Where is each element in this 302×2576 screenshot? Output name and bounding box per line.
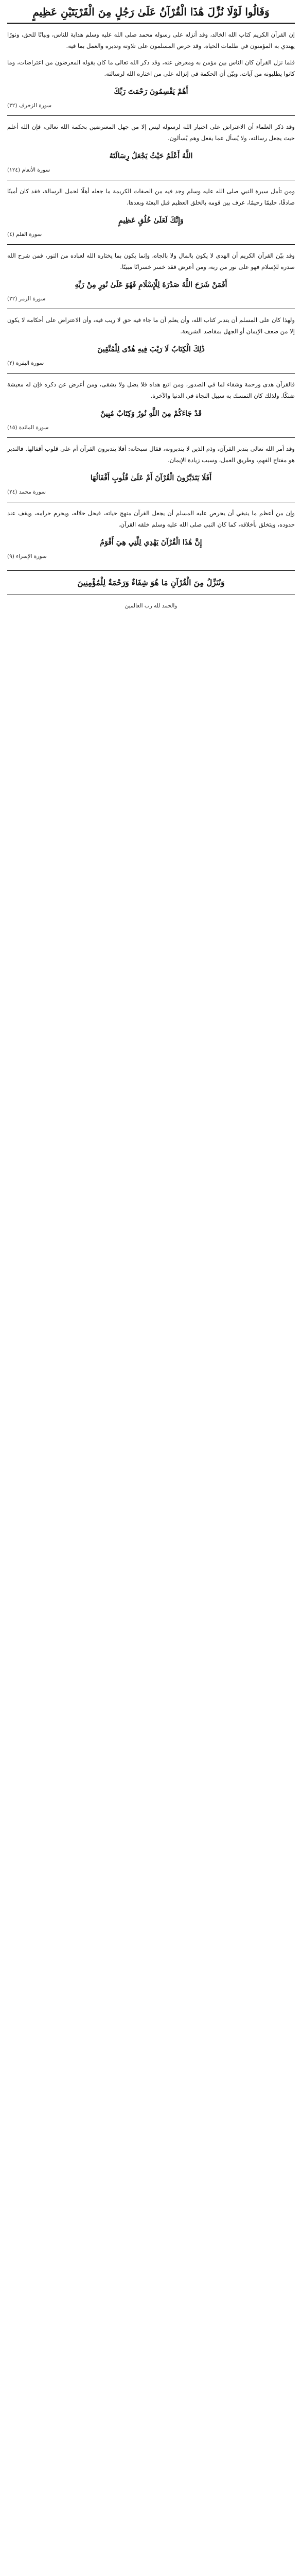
verse-source: سورة البقرة (٢) (7, 360, 44, 366)
quran-verse: وَإِنَّكَ لَعَلَىٰ خُلُقٍ عَظِيمٍ (118, 216, 184, 225)
text-block-6 (7, 379, 295, 432)
intro-paragraph: إن القرآن الكريم كتاب الله الخالد، وقد أنزله على رسوله محمد صلى الله عليه وسلم هداية للناس، وبيانًا للحق، ونورًا يهتدي به المؤمنون في ظلمات الحياة. وقد حرص المسلمون على تلاوته وتدبره والعمل بما فيه. (7, 31, 295, 49)
verse-source: سورة الزخرف (٣٢) (7, 103, 52, 109)
block-paragraph: فالقرآن هدى ورحمة وشفاء لما في الصدور، ومن اتبع هداه فلا يضل ولا يشقى، ومن أعرض عن ذكره فإن له معيشة ضنكًا. ولذلك كان التمسك به سبيل النجاة في الدنيا والآخرة. (7, 381, 295, 399)
text-block-8 (7, 507, 295, 561)
text-block-4 (7, 250, 295, 303)
block-paragraph: ومن تأمل سيرة النبي صلى الله عليه وسلم وجد فيه من الصفات الكريمة ما جعله أهلًا لحمل الرسالة، فقد كان أمينًا صادقًا، حليمًا رحيمًا، عرف بين قومه بالخلق العظيم قبل البعثة وبعدها. (7, 188, 295, 206)
footer-note: والحمد لله رب العالمين (125, 603, 177, 609)
text-block-5 (7, 314, 295, 368)
quran-verse: أَفَلَا يَتَدَبَّرُونَ الْقُرْآنَ أَمْ عَلَىٰ قُلُوبٍ أَقْفَالُهَا (90, 474, 212, 482)
block-paragraph: وإن من أعظم ما ينبغي أن يحرص عليه المسلم أن يجعل القرآن منهج حياته، فيحل حلاله، ويحرم حرامه، ويقف عند حدوده، ويتخلق بأخلاقه، كما كان النبي صلى الله عليه وسلم خلقه القرآن. (7, 510, 295, 528)
divider (7, 244, 295, 245)
verse-source: سورة الإسراء (٩) (7, 553, 47, 560)
text-block-2 (7, 121, 295, 175)
verse-source: سورة محمد (٢٤) (7, 489, 46, 495)
verse-source: سورة الزمر (٢٢) (7, 296, 46, 302)
quran-verse: اللَّهُ أَعْلَمُ حَيْثُ يَجْعَلُ رِسَالَتَهُ (109, 152, 193, 160)
closing-verse: وَنُنَزِّلُ مِنَ الْقُرْآنِ مَا هُوَ شِفَاءٌ وَرَحْمَةٌ لِلْمُؤْمِنِينَ (7, 570, 295, 595)
block-paragraph: وقد بيّن القرآن الكريم أن الهدى لا يكون بالمال ولا بالجاه، وإنما يكون بما يختاره الله لعباده من النور، فمن شرح الله صدره للإسلام فهو على نور من ربه، ومن أعرض فقد خسر خسرانًا مبينًا. (7, 252, 295, 270)
block-paragraph: ولهذا كان على المسلم أن يتدبر كتاب الله، وأن يعلم أن ما جاء فيه حق لا ريب فيه، وأن الاعتراض على أحكامه لا يكون إلا من ضعف الإيمان أو الجهل بمقاصد الشريعة. (7, 316, 295, 335)
text-block-1 (7, 57, 295, 110)
divider (7, 115, 295, 116)
verse-source: سورة القلم (٤) (7, 231, 42, 238)
block-paragraph: وقد ذكر العلماء أن الاعتراض على اختيار الله لرسوله ليس إلا من جهل المعترضين بحكمة الله تعالى، فإن الله أعلم حيث يجعل رسالته، ولا يُسأل عما يفعل وهم يُسألون. (7, 123, 295, 142)
quran-verse: أَهُمْ يَقْسِمُونَ رَحْمَتَ رَبِّكَ (114, 88, 188, 96)
verse-source: سورة المائدة (١٥) (7, 425, 49, 431)
top-heading: وَقَالُوا لَوْلَا نُزِّلَ هَٰذَا الْقُرْآنُ عَلَىٰ رَجُلٍ مِنَ الْقَرْيَتَيْنِ عَظِيمٍ (7, 4, 295, 24)
block-paragraph: فلما نزل القرآن كان الناس بين مؤمن به ومعرض عنه، وقد ذكر الله تعالى ما كان يقوله المعرضون من اعتراضات، وما كانوا يطلبونه من آيات، وبيّن أن الحكمة في إنزاله على من اختاره الله لرسالته. (7, 59, 295, 77)
quran-verse: قَدْ جَاءَكُمْ مِنَ اللَّهِ نُورٌ وَكِتَابٌ مُبِينٌ (100, 410, 202, 418)
text-block-3 (7, 185, 295, 239)
quran-verse: أَفَمَنْ شَرَحَ اللَّهُ صَدْرَهُ لِلْإِسْلَامِ فَهُوَ عَلَىٰ نُورٍ مِنْ رَبِّهِ (75, 281, 227, 289)
verse-source: سورة الأنعام (١٢٤) (7, 167, 50, 173)
block-paragraph: وقد أمر الله تعالى بتدبر القرآن، وذم الذين لا يتدبرونه، فقال سبحانه: أفلا يتدبرون القرآن أم على قلوب أقفالها. فالتدبر هو مفتاح الفهم، وطريق العمل، وسبب زيادة الإيمان. (7, 445, 295, 464)
text-block-7 (7, 443, 295, 497)
divider (7, 437, 295, 438)
divider (7, 373, 295, 374)
quran-verse: ذَٰلِكَ الْكِتَابُ لَا رَيْبَ فِيهِ هُدًى لِلْمُتَّقِينَ (97, 345, 205, 353)
quran-verse: إِنَّ هَٰذَا الْقُرْآنَ يَهْدِي لِلَّتِي هِيَ أَقْوَمُ (100, 538, 202, 547)
